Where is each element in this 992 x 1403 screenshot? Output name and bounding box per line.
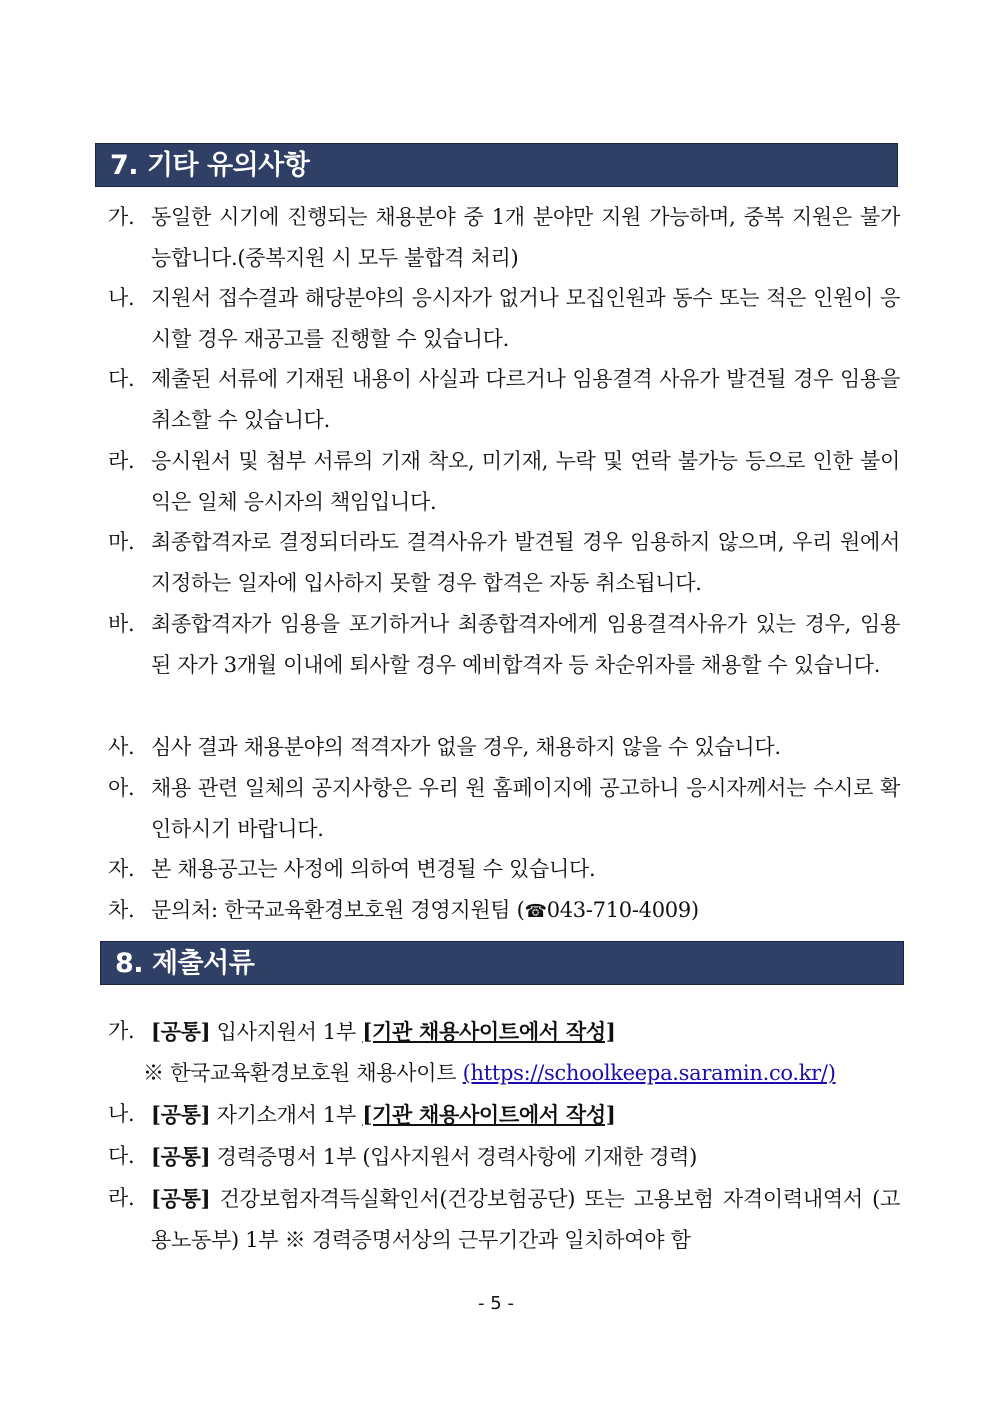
item-text [151, 1136, 900, 1178]
item-text: 최종합격자로 결정되더라도 결격사유가 발견될 경우 임용하지 않으며, 우리 원에서 지정하는 일자에 입사하지 못할 경우 합격은 자동 취소됩니다. [151, 530, 900, 595]
document-name: 입사지원서 1부 [210, 1020, 363, 1044]
recruit-site-note [143, 1053, 836, 1094]
notice-item-cha [108, 890, 900, 932]
common-tag: [공통] [151, 1186, 211, 1211]
item-marker: 사. [108, 735, 135, 759]
recruit-site-link[interactable]: (https://schoolkeepa.saramin.co.kr/) [462, 1061, 836, 1085]
contact-text: 문의처: 한국교육환경보호원 경영지원팀 ( [151, 898, 525, 922]
item-text: 본 채용공고는 사정에 의하여 변경될 수 있습니다. [151, 857, 596, 881]
item-text [151, 1094, 900, 1136]
document-item-ga [108, 1011, 900, 1053]
item-marker: 다. [108, 1144, 135, 1168]
common-tag: [공통] [151, 1102, 211, 1127]
document-item-da [108, 1136, 900, 1178]
notice-item-ba [108, 604, 900, 686]
item-text: 동일한 시기에 진행되는 채용분야 중 1개 분야만 지원 가능하며, 중복 지원은 불가능합니다.(중복지원 시 모두 불합격 처리) [151, 205, 900, 270]
common-tag: [공통] [151, 1019, 211, 1044]
item-marker: 라. [108, 449, 135, 473]
section-8-header [100, 941, 904, 985]
item-text: 심사 결과 채용분야의 적격자가 없을 경우, 채용하지 않을 수 있습니다. [151, 735, 781, 759]
item-marker: 가. [108, 1019, 135, 1043]
item-text [151, 1011, 900, 1053]
item-marker: 아. [108, 776, 135, 800]
item-text: 채용 관련 일체의 공지사항은 우리 원 홈페이지에 공고하니 응시자께서는 수시로 확인하시기 바랍니다. [151, 776, 900, 841]
item-marker: 가. [108, 205, 135, 229]
item-marker: 나. [108, 1102, 135, 1126]
item-text [151, 1178, 900, 1261]
document-name: 경력증명서 1부 (입사지원서 경력사항에 기재한 경력) [210, 1145, 698, 1169]
item-marker: 바. [108, 612, 135, 636]
item-text [151, 890, 900, 932]
site-note: [기관 채용사이트에서 작성] [362, 1019, 616, 1044]
recruit-site-prefix: ※ 한국교육환경보호원 채용사이트 [143, 1061, 463, 1085]
document-name: 건강보험자격득실확인서(건강보험공단) 또는 고용보험 자격이력내역서 (고용노동부) 1부 ※ 경력증명서상의 근무기간과 일치하여야 함 [151, 1187, 900, 1252]
item-text: 제출된 서류에 기재된 내용이 사실과 다르거나 임용결격 사유가 발견될 경우 임용을 취소할 수 있습니다. [151, 367, 900, 432]
notice-item-ra [108, 441, 900, 523]
item-marker: 라. [108, 1186, 135, 1210]
notice-item-ga [108, 197, 900, 279]
item-text: 최종합격자가 임용을 포기하거나 최종합격자에게 임용결격사유가 있는 경우, 임용된 자가 3개월 이내에 퇴사할 경우 예비합격자 등 차순위자를 채용할 수 있습니다. [151, 612, 900, 677]
contact-phone: 043-710-4009) [546, 898, 699, 922]
site-note: [기관 채용사이트에서 작성] [362, 1102, 616, 1127]
document-item-ra [108, 1178, 900, 1261]
notice-item-sa [108, 727, 900, 768]
document-name: 자기소개서 1부 [210, 1103, 363, 1127]
section-8-title: 8. 제출서류 [115, 948, 255, 979]
phone-icon: ☎ [524, 901, 547, 922]
item-text: 응시원서 및 첨부 서류의 기재 착오, 미기재, 누락 및 연락 불가능 등으로 인한 불이익은 일체 응시자의 책임입니다. [151, 449, 900, 514]
page-number: - 5 - [478, 1293, 514, 1314]
document-item-na [108, 1094, 900, 1136]
item-marker: 다. [108, 367, 135, 391]
notice-item-ma [108, 522, 900, 604]
item-marker: 마. [108, 530, 135, 554]
common-tag: [공통] [151, 1144, 211, 1169]
item-marker: 차. [108, 898, 135, 922]
notice-item-ja [108, 849, 900, 890]
item-marker: 나. [108, 286, 135, 310]
item-marker: 자. [108, 857, 135, 881]
section-7-header [95, 143, 898, 187]
notice-item-a [108, 768, 900, 850]
section-7-title: 7. 기타 유의사항 [110, 150, 310, 181]
notice-item-da [108, 359, 900, 441]
item-text: 지원서 접수결과 해당분야의 응시자가 없거나 모집인원과 동수 또는 적은 인원이 응시할 경우 재공고를 진행할 수 있습니다. [151, 286, 900, 351]
notice-item-na [108, 278, 900, 360]
